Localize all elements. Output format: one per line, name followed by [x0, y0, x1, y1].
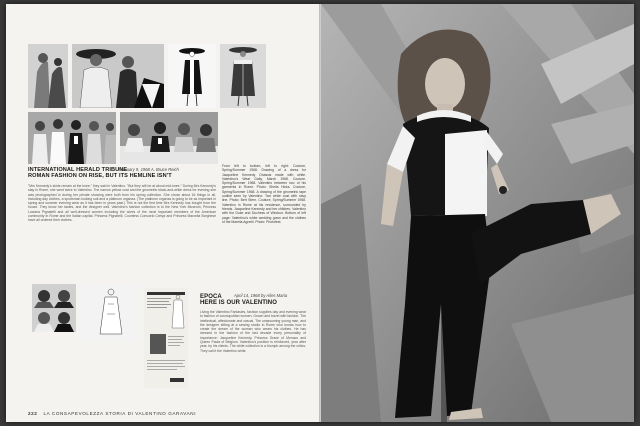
magazine-clipping [144, 288, 188, 388]
article2-heading-line1: EPOCA [200, 294, 222, 300]
article1-body: "Mrs Kennedy's skirts remain at the knee," they said in Valentino. "But they will be at about mid-knee." During Mrs Kennedy's stay in Rome, she went twice to Valentino. The narrow yellow coat and the geometric black-and-white dress for evening she was photographed in during her private showing were both from his spring collection. She chose about 16 things in all, including day clothes, a sportsman looking suit and a platinum organza. (The platinum organza is going to be as important in spring and summer evening wear as it has been in years past.) This is not the first time Mrs Kennedy has bought from the house. They know her tastes, and the designer well. Valentino's fashion collection is to the New York Museum, Princess Luciana Pignatelli and all well-dressed women including the wives of the most important members of the American community in Rome and the Italian capital. Princess Pignatelli, Countess Consuelo Crespi and Princess Marcella Borghese have all ordered their clothes. [28, 184, 216, 223]
page-number: 222 [28, 411, 38, 416]
sidebar-caption: From left to bottom, left to right: Couture, Spring/Summer 1968. Drawing of a dress for Jacqueline Kennedy Onassis made with white. Valentino's Wear Daily, March 1968. Couture, Spring/Summer 1968. Valentino between two of his garments in Rome. Photo: Sheila Hicks. Couture, Spring/Summer 1968. A drawing of the geometric tape outline seen by Valentino. Two white coat with navy line. Photo: Bert Stern. Couture, Spring/Summer 1968. Valentino in Rome at his residence, surrounded by friends. Jacqueline Kennedy and her children, Valentino with the Duke and Duchess of Windsor. Bottom of left page: Valentino's white wedding gown and the clothes of the Marella Agnelli. Photo: Photofest. [222, 164, 306, 224]
photo-dinner-party [120, 112, 218, 164]
photo-model-coat [220, 44, 266, 108]
article1-byline: February 9, 1968 A. Bruce Reich [118, 167, 179, 172]
photo-portraits-collage [32, 284, 76, 332]
article2-byline: April 14, 1968 by Ailes Maria [234, 293, 288, 298]
photo-group-event [28, 112, 116, 164]
fashion-photo [321, 4, 634, 422]
article1-heading-line1: INTERNATIONAL HERALD TRIBUNE [28, 167, 128, 173]
page-footer [28, 411, 196, 416]
article2-heading-line2: HERE IS OUR VALENTINO [200, 300, 277, 307]
article1-heading-line2: ROMAN FASHION ON RISE, BUT ITS HEMLINE ISN'T [28, 172, 172, 179]
footer-text: LA CONSAPEVOLEZZA STORIA DI VALENTINO GARAVANI [43, 411, 197, 416]
sketch-dress-white [82, 284, 140, 342]
book-spread [6, 4, 634, 422]
photo-women-portrait [28, 44, 68, 108]
article2-body: Living the Valentino Fantasies, fashion supplies day and evening wear to fashion of cosmopolitan women. Grown and travel with fashion. The intellectual, affectionate and casual. The unassuming young man, and the designer sitting at a sewing studio in Rome who knows how to create the dream of the woman who wears his clothes. He has dressed in the fashion of the last decade every personality of importance: Jacqueline Kennedy, Princess Grace of Monaco and Queen Paola of Belgium. Valentino's position is reinforced, year after year, by his clients. The white collection is a triumph among the critics. They call it the Valentino white. [200, 310, 306, 353]
right-page-photo [321, 4, 634, 422]
left-page [6, 4, 321, 422]
sketch-black-dress [168, 44, 216, 108]
photo-kennedy-valentino [72, 44, 164, 108]
